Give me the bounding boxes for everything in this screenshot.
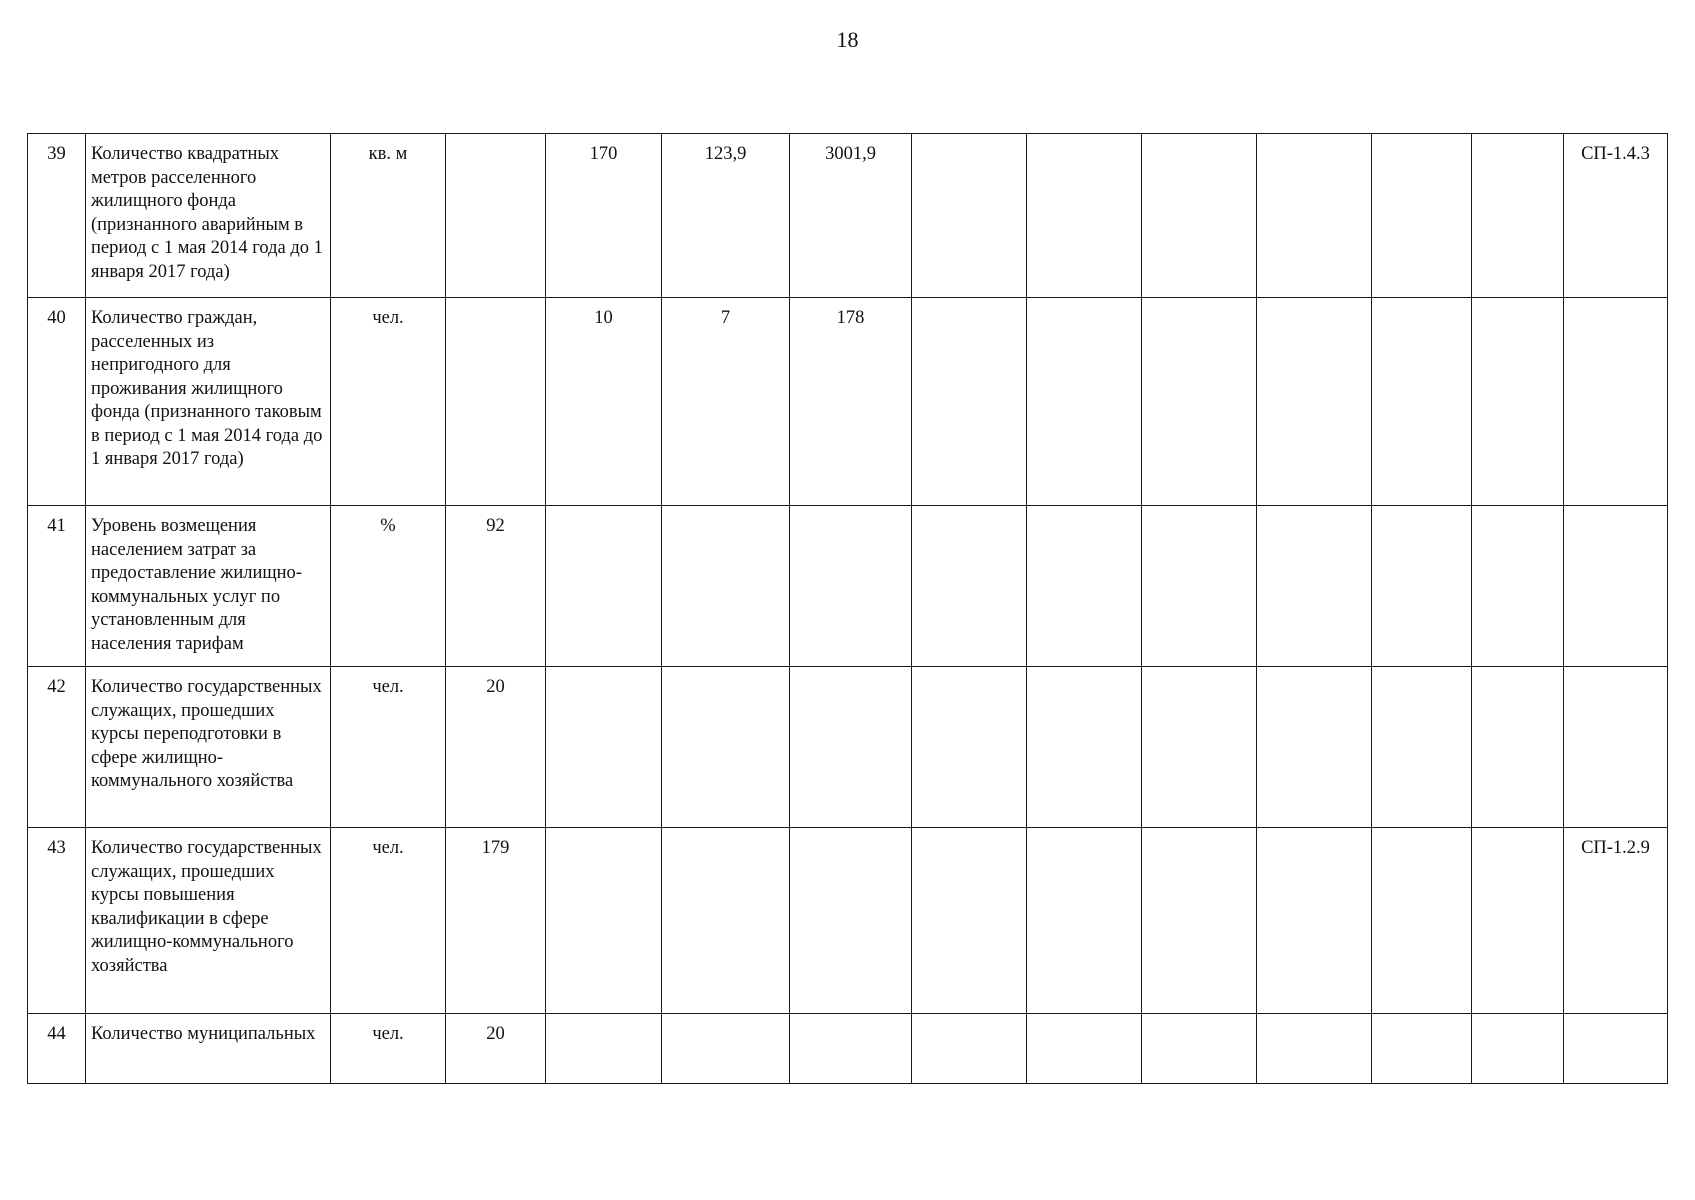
value-cell: 20	[446, 667, 546, 828]
value-cell	[662, 506, 790, 667]
unit-cell: %	[331, 506, 446, 667]
value-cell	[912, 506, 1027, 667]
value-cell	[662, 667, 790, 828]
value-cell	[1142, 1014, 1257, 1084]
value-cell	[1142, 134, 1257, 298]
unit-cell: чел.	[331, 828, 446, 1014]
value-cell	[1027, 828, 1142, 1014]
value-cell	[446, 298, 546, 506]
value-cell	[912, 298, 1027, 506]
indicator-name-cell: Количество государственных служащих, прошедших курсы переподготовки в сфере жилищно-коммунального хозяйства	[86, 667, 331, 828]
row-number-cell: 42	[28, 667, 86, 828]
table-row	[28, 298, 1668, 506]
table-row	[28, 1014, 1668, 1084]
table-row	[28, 506, 1668, 667]
value-cell	[1472, 1014, 1564, 1084]
value-cell	[662, 1014, 790, 1084]
value-cell	[912, 828, 1027, 1014]
unit-cell: чел.	[331, 1014, 446, 1084]
value-cell: 10	[546, 298, 662, 506]
value-cell	[546, 667, 662, 828]
value-cell	[1472, 667, 1564, 828]
value-cell: 178	[790, 298, 912, 506]
value-cell	[1142, 667, 1257, 828]
value-cell: 20	[446, 1014, 546, 1084]
indicator-name-cell: Количество квадратных метров расселенного жилищного фонда (признанного аварийным в период с 1 мая 2014 года до 1 января 2017 года)	[86, 134, 331, 298]
reference-cell: СП-1.2.9	[1564, 828, 1668, 1014]
table-row	[28, 828, 1668, 1014]
indicator-name-cell: Количество граждан, расселенных из непригодного для проживания жилищного фонда (признанного таковым в период с 1 мая 2014 года до 1 января 2017 года)	[86, 298, 331, 506]
row-number-cell: 43	[28, 828, 86, 1014]
value-cell	[1027, 1014, 1142, 1084]
value-cell	[1372, 667, 1472, 828]
row-number-cell: 40	[28, 298, 86, 506]
value-cell	[1372, 134, 1472, 298]
value-cell: 170	[546, 134, 662, 298]
table-row	[28, 667, 1668, 828]
value-cell	[1257, 667, 1372, 828]
value-cell: 123,9	[662, 134, 790, 298]
indicator-name-cell: Количество государственных служащих, прошедших курсы повышения квалификации в сфере жилищно-коммунального хозяйства	[86, 828, 331, 1014]
reference-cell	[1564, 506, 1668, 667]
row-number-cell: 39	[28, 134, 86, 298]
value-cell	[1472, 828, 1564, 1014]
value-cell	[1472, 298, 1564, 506]
value-cell: 3001,9	[790, 134, 912, 298]
value-cell	[1372, 298, 1472, 506]
value-cell: 179	[446, 828, 546, 1014]
value-cell	[1372, 506, 1472, 667]
indicator-name-cell: Количество муниципальных	[86, 1014, 331, 1084]
value-cell	[546, 1014, 662, 1084]
value-cell	[1142, 506, 1257, 667]
value-cell	[790, 506, 912, 667]
value-cell	[1257, 828, 1372, 1014]
value-cell	[790, 1014, 912, 1084]
value-cell	[1372, 828, 1472, 1014]
value-cell	[912, 667, 1027, 828]
value-cell	[1027, 298, 1142, 506]
value-cell	[546, 506, 662, 667]
value-cell: 7	[662, 298, 790, 506]
unit-cell: чел.	[331, 667, 446, 828]
value-cell	[1257, 134, 1372, 298]
value-cell	[1027, 134, 1142, 298]
unit-cell: кв. м	[331, 134, 446, 298]
reference-cell	[1564, 667, 1668, 828]
value-cell	[790, 667, 912, 828]
value-cell: 92	[446, 506, 546, 667]
value-cell	[912, 1014, 1027, 1084]
value-cell	[790, 828, 912, 1014]
value-cell	[1142, 298, 1257, 506]
value-cell	[1257, 1014, 1372, 1084]
indicator-name-cell: Уровень возмещения населением затрат за предоставление жилищно-коммунальных услуг по установленным для населения тарифам	[86, 506, 331, 667]
value-cell	[1472, 134, 1564, 298]
value-cell	[1372, 1014, 1472, 1084]
row-number-cell: 41	[28, 506, 86, 667]
value-cell	[1472, 506, 1564, 667]
reference-cell	[1564, 1014, 1668, 1084]
value-cell	[912, 134, 1027, 298]
value-cell	[1257, 506, 1372, 667]
value-cell	[1027, 667, 1142, 828]
value-cell	[446, 134, 546, 298]
row-number-cell: 44	[28, 1014, 86, 1084]
value-cell	[662, 828, 790, 1014]
page-number: 18	[836, 27, 859, 52]
value-cell	[546, 828, 662, 1014]
indicators-table	[27, 133, 1668, 1084]
table-row	[28, 134, 1668, 298]
reference-cell: СП-1.4.3	[1564, 134, 1668, 298]
reference-cell	[1564, 298, 1668, 506]
value-cell	[1027, 506, 1142, 667]
value-cell	[1142, 828, 1257, 1014]
value-cell	[1257, 298, 1372, 506]
unit-cell: чел.	[331, 298, 446, 506]
